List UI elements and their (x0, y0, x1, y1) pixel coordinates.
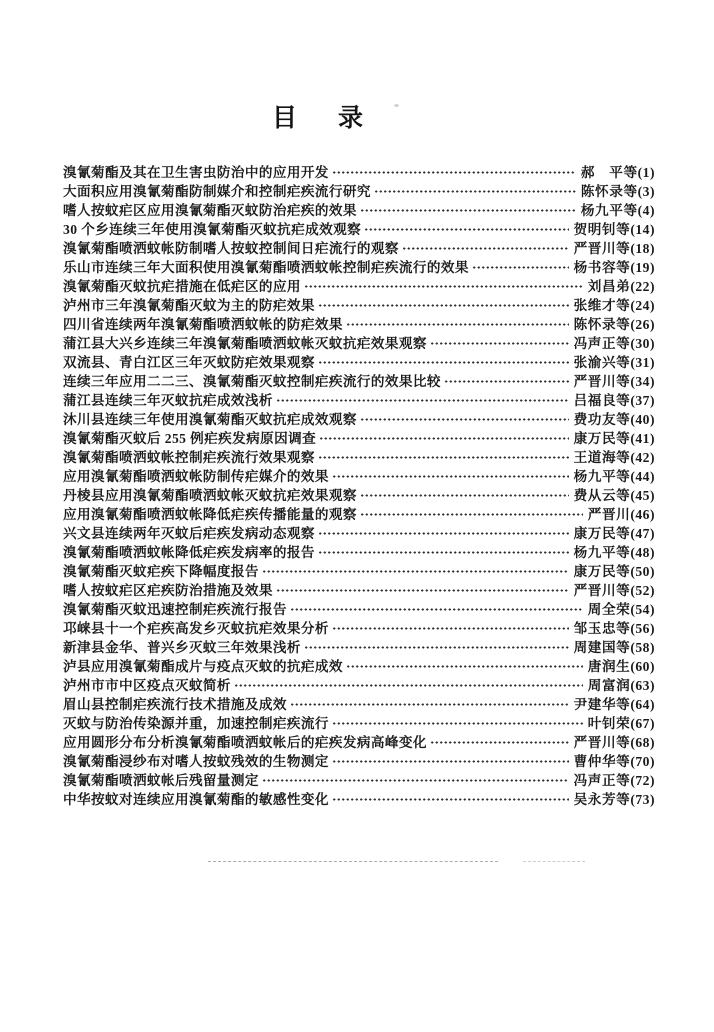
entry-title: 溴氰菊酯喷洒蚊帐后残留量测定 (63, 773, 259, 788)
toc-entry (63, 600, 655, 619)
dot-leader-icon (304, 280, 583, 293)
dot-leader-icon (472, 261, 569, 274)
dot-leader-icon (332, 793, 569, 806)
entry-author: 冯声正等 (573, 773, 631, 788)
entry-page-number: (48) (630, 545, 655, 560)
entry-title: 泸县应用溴氰菊酯成片与疫点灭蚊的抗疟成效 (63, 659, 343, 674)
dot-leader-icon (430, 337, 569, 350)
entry-title: 邛崃县十一个疟疾高发乡灭蚊抗疟效果分析 (63, 621, 329, 636)
toc-entry (63, 220, 655, 239)
entry-title: 兴文县连续两年灭蚊后疟疾发病动态观察 (63, 526, 315, 541)
entry-author: 张维才等 (573, 298, 631, 313)
dot-leader-icon (262, 565, 569, 578)
entry-page-number: (63) (630, 678, 655, 693)
entry-page-number: (67) (630, 716, 655, 731)
entry-title: 眉山县控制疟疾流行技术措施及成效 (63, 697, 287, 712)
dot-leader-icon (360, 489, 569, 502)
entry-author: 周富润 (587, 678, 631, 693)
scan-artifact-line (523, 861, 585, 862)
toc-entry (63, 429, 655, 448)
entry-title: 沐川县连续三年使用溴氰菊酯灭蚊抗疟成效观察 (63, 412, 357, 427)
dot-leader-icon (234, 679, 583, 692)
entry-author: 吕福良等 (573, 393, 631, 408)
entry-page-number: (3) (637, 184, 655, 199)
entry-author: 陈怀录等 (573, 317, 631, 332)
entry-title: 溴氰菊酯喷洒蚊帐防制嗜人按蚊控制间日疟流行的观察 (63, 241, 399, 256)
entry-author: 严晋川等 (573, 583, 631, 598)
entry-page-number: (14) (630, 222, 655, 237)
toc-entry (63, 391, 655, 410)
dot-leader-icon (290, 603, 583, 616)
entry-author: 严晋川等 (573, 735, 631, 750)
entry-page-number: (72) (630, 773, 655, 788)
dot-leader-icon (374, 185, 576, 198)
entry-page-number: (26) (630, 317, 655, 332)
entry-page-number: (60) (630, 659, 655, 674)
toc-entry (63, 695, 655, 714)
entry-author: 尹建华等 (573, 697, 631, 712)
entry-page-number: (41) (630, 431, 655, 446)
dot-leader-icon (276, 584, 569, 597)
toc-entry (63, 201, 655, 220)
entry-page-number: (18) (630, 241, 655, 256)
entry-page-number: (22) (630, 279, 655, 294)
entry-page-number: (30) (630, 336, 655, 351)
dot-leader-icon (318, 451, 569, 464)
toc-entry (63, 657, 655, 676)
entry-title: 蒲江县大兴乡连续三年溴氰菊酯喷洒蚊帐灭蚊抗疟效果观察 (63, 336, 427, 351)
entry-author: 刘昌弟 (587, 279, 631, 294)
toc-entry (63, 239, 655, 258)
toc-entry (63, 353, 655, 372)
entry-page-number: (64) (630, 697, 655, 712)
toc-entry (63, 410, 655, 429)
entry-page-number: (58) (630, 640, 655, 655)
entry-author: 郝 平等 (580, 165, 638, 180)
entry-title: 新津县金华、普兴乡灭蚊三年效果浅析 (63, 640, 301, 655)
toc-entry (63, 277, 655, 296)
dot-leader-icon (276, 394, 569, 407)
toc-entry (63, 448, 655, 467)
entry-page-number: (50) (630, 564, 655, 579)
dot-leader-icon (318, 299, 569, 312)
dot-leader-icon (332, 717, 583, 730)
entry-author: 康万民等 (573, 564, 631, 579)
dot-leader-icon (444, 375, 569, 388)
toc-entry (63, 524, 655, 543)
entry-author: 杨九平等 (580, 203, 638, 218)
toc-entry (63, 467, 655, 486)
entry-page-number: (54) (630, 602, 655, 617)
entry-page-number: (19) (630, 260, 655, 275)
entry-author: 杨书容等 (573, 260, 631, 275)
dot-leader-icon (332, 755, 569, 768)
toc-list (63, 163, 655, 809)
toc-entry (63, 619, 655, 638)
dot-leader-icon (332, 166, 576, 179)
entry-page-number: (37) (630, 393, 655, 408)
entry-title: 双流县、青白江区三年灭蚊防疟效果观察 (63, 355, 315, 370)
dot-leader-icon (360, 204, 576, 217)
entry-author: 严晋川 (587, 507, 631, 522)
entry-title: 溴氰菊酯喷洒蚊帐降低疟疾发病率的报告 (63, 545, 315, 560)
dot-leader-icon (262, 774, 569, 787)
entry-title: 嗜人按蚊疟区疟疾防治措施及效果 (63, 583, 273, 598)
entry-page-number: (46) (630, 507, 655, 522)
entry-page-number: (68) (630, 735, 655, 750)
entry-author: 周建国等 (573, 640, 631, 655)
toc-entry (63, 752, 655, 771)
entry-page-number: (34) (630, 374, 655, 389)
entry-author: 康万民等 (573, 431, 631, 446)
entry-title: 应用溴氰菊酯喷洒蚊帐防制传疟媒介的效果 (63, 469, 329, 484)
dot-leader-icon (332, 622, 569, 635)
entry-author: 陈怀录等 (580, 184, 638, 199)
entry-title: 泸州市三年溴氰菊酯灭蚊为主的防疟效果 (63, 298, 315, 313)
entry-page-number: (31) (630, 355, 655, 370)
dot-leader-icon (360, 508, 583, 521)
dot-leader-icon (318, 546, 569, 559)
dot-leader-icon (346, 318, 569, 331)
entry-author: 严晋川等 (573, 241, 631, 256)
entry-page-number: (40) (630, 412, 655, 427)
entry-page-number: (24) (630, 298, 655, 313)
entry-title: 溴氰菊酯灭蚊抗疟措施在低疟区的应用 (63, 279, 301, 294)
toc-entry (63, 182, 655, 201)
dot-leader-icon (304, 641, 569, 654)
dot-leader-icon (430, 736, 569, 749)
entry-author: 王道海等 (573, 450, 631, 465)
entry-page-number: (44) (630, 469, 655, 484)
toc-entry (63, 163, 655, 182)
dot-leader-icon (318, 527, 569, 540)
dot-leader-icon (360, 413, 569, 426)
toc-entry (63, 581, 655, 600)
entry-author: 唐润生 (587, 659, 631, 674)
entry-title: 溴氰菊酯及其在卫生害虫防治中的应用开发 (63, 165, 329, 180)
entry-author: 张渝兴等 (573, 355, 631, 370)
entry-title: 嗜人按蚊疟区应用溴氰菊酯灭蚊防治疟疾的效果 (63, 203, 357, 218)
entry-title: 灭蚊与防治传染源并重，加速控制疟疾流行 (63, 716, 329, 731)
entry-title: 溴氰菊酯灭蚊迅速控制疟疾流行报告 (63, 602, 287, 617)
toc-entry (63, 676, 655, 695)
dot-leader-icon (290, 698, 569, 711)
entry-title: 溴氰菊酯灭蚊疟疾下降幅度报告 (63, 564, 259, 579)
dot-leader-icon (364, 223, 568, 236)
dot-leader-icon (318, 356, 569, 369)
entry-page-number: (47) (630, 526, 655, 541)
entry-page-number: (70) (630, 754, 655, 769)
toc-entry (63, 790, 655, 809)
entry-page-number: (4) (637, 203, 655, 218)
entry-author: 杨九平等 (573, 545, 631, 560)
entry-page-number: (42) (630, 450, 655, 465)
toc-entry (63, 543, 655, 562)
dot-leader-icon (346, 660, 583, 673)
page-title: 目 录 (272, 105, 372, 132)
entry-title: 蒲江县连续三年灭蚊抗疟成效浅析 (63, 393, 273, 408)
entry-title: 连续三年应用二二三、溴氰菊酯灭蚊控制疟疾流行的效果比较 (63, 374, 441, 389)
toc-entry (63, 562, 655, 581)
entry-author: 周全荣 (587, 602, 631, 617)
entry-author: 康万民等 (573, 526, 631, 541)
entry-author: 费功友等 (573, 412, 631, 427)
toc-entry (63, 638, 655, 657)
entry-title: 应用溴氰菊酯喷洒蚊帐降低疟疾传播能量的观察 (63, 507, 357, 522)
dot-leader-icon (402, 242, 569, 255)
toc-entry (63, 714, 655, 733)
entry-author: 严晋川等 (573, 374, 631, 389)
entry-title: 30 个乡连续三年使用溴氰菊酯灭蚊抗疟成效观察 (63, 222, 362, 237)
entry-title: 中华按蚊对连续应用溴氰菊酯的敏感性变化 (63, 792, 329, 807)
toc-entry (63, 334, 655, 353)
toc-entry (63, 505, 655, 524)
entry-title: 丹棱县应用溴氰菊酯喷洒蚊帐灭蚊抗疟效果观察 (63, 488, 357, 503)
entry-page-number: (1) (637, 165, 655, 180)
scan-artifact-line (208, 861, 498, 862)
entry-page-number: (45) (630, 488, 655, 503)
entry-title: 溴氰菊酯喷洒蚊帐控制疟疾流行效果观察 (63, 450, 315, 465)
scan-speck (394, 104, 399, 107)
entry-author: 吴永芳等 (573, 792, 631, 807)
entry-title: 四川省连续两年溴氰菊酯喷洒蚊帐的防疟效果 (63, 317, 343, 332)
entry-title: 大面积应用溴氰菊酯防制媒介和控制疟疾流行研究 (63, 184, 371, 199)
entry-title: 泸州市市中区疫点灭蚊简析 (63, 678, 231, 693)
entry-title: 应用圆形分布分析溴氰菊酯喷洒蚊帐后的疟疾发病高峰变化 (63, 735, 427, 750)
toc-entry (63, 771, 655, 790)
toc-entry (63, 372, 655, 391)
entry-page-number: (56) (630, 621, 655, 636)
entry-title: 乐山市连续三年大面积使用溴氰菊酯喷洒蚊帐控制疟疾流行的效果 (63, 260, 469, 275)
toc-entry (63, 315, 655, 334)
entry-page-number: (73) (630, 792, 655, 807)
entry-author: 杨九平等 (573, 469, 631, 484)
toc-entry (63, 486, 655, 505)
entry-author: 费从云等 (573, 488, 631, 503)
entry-page-number: (52) (630, 583, 655, 598)
entry-author: 贺明钊等 (573, 222, 631, 237)
entry-author: 叶钊荣 (587, 716, 631, 731)
entry-author: 邹玉忠等 (573, 621, 631, 636)
entry-author: 曹仲华等 (573, 754, 631, 769)
entry-title: 溴氰菊酯浸纱布对嗜人按蚊残效的生物测定 (63, 754, 329, 769)
toc-entry (63, 258, 655, 277)
toc-entry (63, 296, 655, 315)
dot-leader-icon (319, 432, 568, 445)
entry-title: 溴氰菊酯灭蚊后 255 例疟疾发病原因调查 (63, 431, 317, 446)
dot-leader-icon (332, 470, 569, 483)
toc-entry (63, 733, 655, 752)
entry-author: 冯声正等 (573, 336, 631, 351)
